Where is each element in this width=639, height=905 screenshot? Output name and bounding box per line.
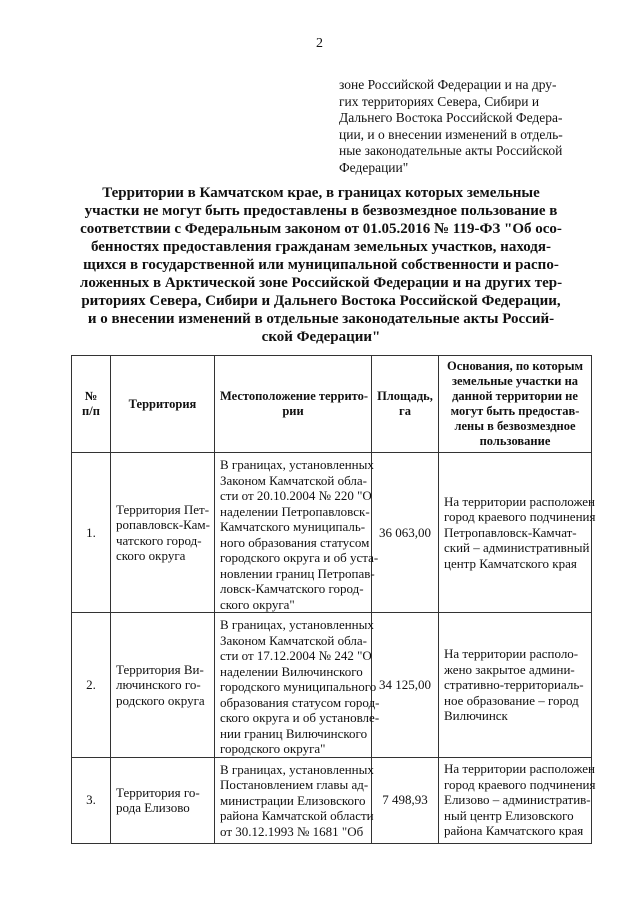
row-basis: На территории расположен город краевого подчинения Елизово – административ- ный центр Елизовского района Камчатского края: [439, 757, 592, 843]
title-line: бенностях предоставления гражданам земельных участков, находя-: [90, 239, 552, 255]
header-tail-block: [339, 77, 561, 176]
title-line: соответствии с Федеральным законом от 01.05.2016 № 119-ФЗ "Об осо-: [80, 221, 562, 237]
header-tail-line: ные законодательные акты Российской: [339, 143, 563, 158]
header-location: Местоположение террито- рии: [215, 356, 372, 453]
header-tail-line: Дальнего Востока Российской Федера-: [339, 110, 563, 125]
page-number: 2: [316, 36, 323, 51]
row-territory: Территория Ви- лючинского го- родского округа: [111, 613, 215, 758]
title-line: и о внесении изменений в отдельные законодательные акты Россий-: [87, 311, 555, 327]
header-num: № п/п: [72, 356, 111, 453]
row-territory: Территория го- рода Елизово: [111, 757, 215, 843]
title-line: ской Федерации": [261, 329, 381, 345]
row-area: 36 063,00: [372, 453, 439, 613]
row-location: В границах, установленных Законом Камчатской обла- сти от 20.10.2004 № 220 "О наделении Петропавловск- Камчатского муниципаль- ного образования статусом городского округа и об уста- новлении границ Петропав- ловск-Камчатского город- ского округа": [215, 453, 372, 613]
row-num: 3.: [72, 757, 111, 843]
header-tail-line: Федерации": [339, 159, 409, 175]
title-line: Территории в Камчатском крае, в границах которых земельные: [102, 185, 540, 201]
row-territory: Территория Пет- ропавловск-Кам- чатского город- ского округа: [111, 453, 215, 613]
title-line: участки не могут быть предоставлены в безвозмездное пользование в: [84, 203, 558, 219]
header-tail-line: гих территориях Севера, Сибири и: [339, 93, 540, 109]
table-header-row: [72, 356, 592, 453]
row-num: 1.: [72, 453, 111, 613]
header-tail-line: ции, и о внесении изменений в отдель-: [339, 126, 563, 142]
row-location: В границах, установленных Законом Камчатской обла- сти от 17.12.2004 № 242 "О наделении Вилючинского городского муниципального образования статусом город- ского округа и об установле- нии границ Вилючинского городского округа": [215, 613, 372, 758]
row-area: 34 125,00: [372, 613, 439, 758]
header-tail-line: зоне Российской Федерации и на дру-: [339, 77, 557, 92]
row-location: В границах, установленных Постановлением главы ад- министрации Елизовского района Камчатской области от 30.12.1993 № 1681 "Об: [215, 757, 372, 843]
table-row: [72, 613, 592, 758]
header-territory: Территория: [111, 356, 215, 453]
title-line: ложенных в Арктической зоне Российской Федерации и на других тер-: [79, 275, 563, 291]
header-area: Площадь, га: [372, 356, 439, 453]
header-basis: Основания, по которым земельные участки на данной территории не могут быть предостав- лены в безвозмездное пользование: [439, 356, 592, 453]
row-basis: На территории располо- жено закрытое админи- стративно-территориаль- ное образование – город Вилючинск: [439, 613, 592, 758]
document-title: [78, 184, 564, 346]
table-row: [72, 453, 592, 613]
territories-table: [71, 355, 596, 844]
table-row: [72, 757, 592, 843]
row-area: 7 498,93: [372, 757, 439, 843]
row-num: 2.: [72, 613, 111, 758]
title-line: риториях Севера, Сибири и Дальнего Востока Российской Федерации,: [81, 293, 561, 309]
title-line: щихся в государственной или муниципальной собственности и распо-: [83, 257, 559, 273]
row-basis: На территории расположен город краевого подчинения Петропавловск-Камчат- ский – административный центр Камчатского края: [439, 453, 592, 613]
